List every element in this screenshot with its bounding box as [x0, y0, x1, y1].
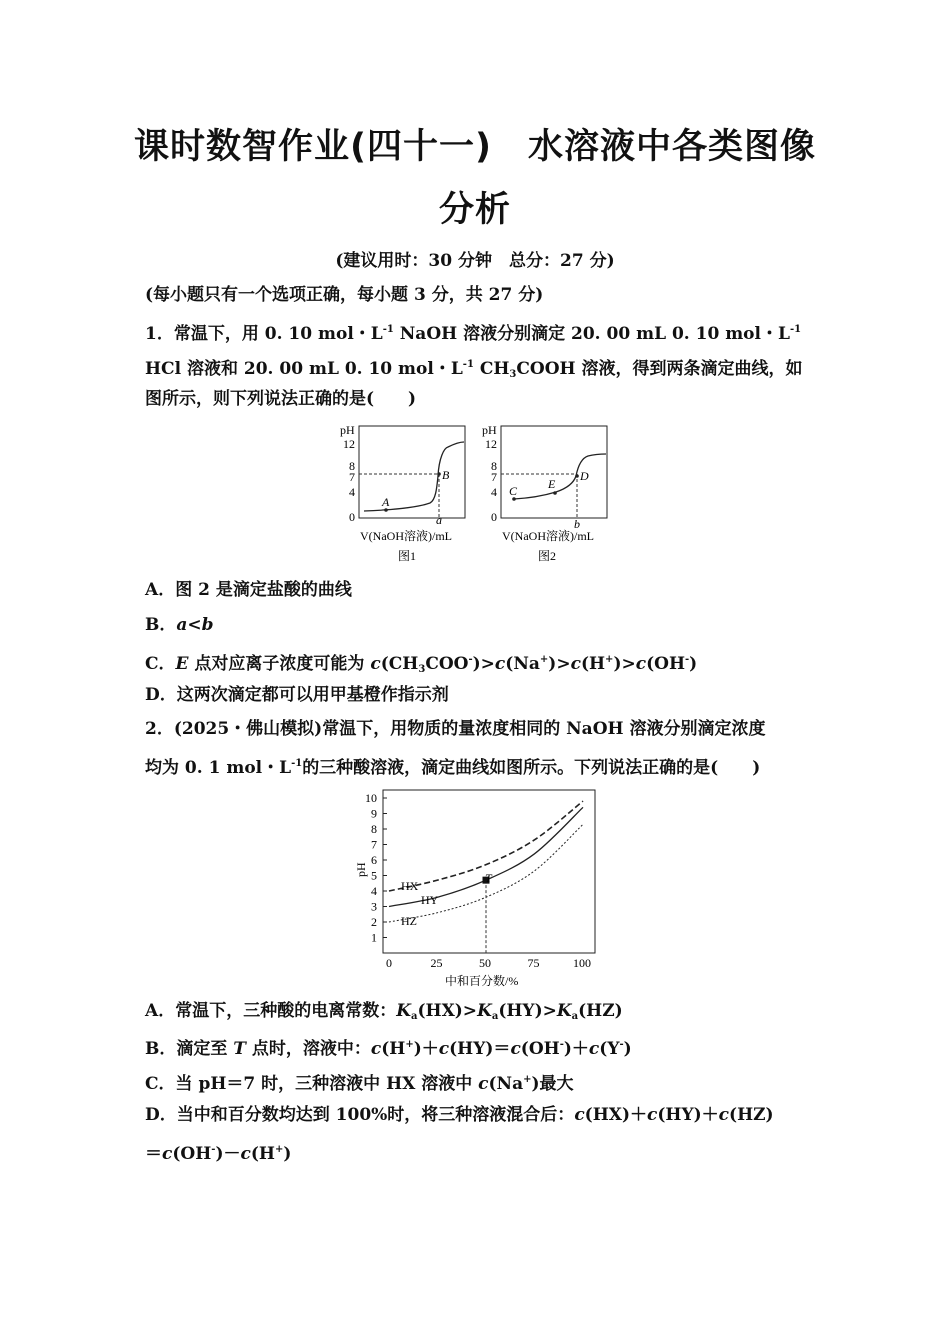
- x-tick-label: 50: [479, 956, 491, 970]
- fig2-ytick-12: 12: [485, 437, 497, 451]
- q2-option-a: A．常温下，三种酸的电离常数：$K_a(HX)>K_a(HY)>K_a(HZ)$: [145, 1001, 623, 1022]
- q1-stem-line3: 图所示，则下列说法正确的是( ): [145, 389, 417, 409]
- fig1-ytick-0: 0: [349, 510, 355, 524]
- fig2-caption: 图2: [538, 549, 557, 563]
- q1-option-b: B．a<b: [145, 615, 214, 635]
- y-tick-label: 3: [371, 899, 377, 914]
- fig2-ytick-4: 4: [491, 485, 497, 499]
- q2-stem-line1: 2．(2025・佛山模拟)常温下，用物质的量浓度相同的 NaOH 溶液分别滴定浓度: [145, 719, 766, 739]
- y-tick-label: 9: [371, 806, 377, 821]
- y-tick-label: 6: [371, 853, 377, 867]
- fig1-point-B: [437, 472, 441, 476]
- series-label-hy: HY: [421, 893, 439, 907]
- fig1-xlabel: V(NaOH溶液)/mL: [360, 529, 452, 543]
- time-score-info: (建议用时：30 分钟 总分：27 分): [335, 251, 615, 271]
- fig2-point-E: [553, 491, 557, 495]
- series-label-hz: HZ: [401, 914, 417, 928]
- x-tick-label: 100: [573, 956, 591, 970]
- q2-option-b: B．滴定至 T 点时，溶液中：c(H+)＋c(HY)＝c(OH-)＋c(Y-): [145, 1039, 632, 1059]
- fig2-xlabel: V(NaOH溶液)/mL: [502, 529, 594, 543]
- y-tick-label: 7: [371, 837, 377, 852]
- fig1-caption: 图1: [398, 549, 417, 563]
- y-tick-label: 1: [371, 930, 377, 945]
- fig1-ytick-7: 7: [349, 470, 355, 484]
- fig1-label-B: B: [442, 468, 450, 482]
- fig2-ytick-8: 8: [491, 459, 497, 473]
- fig1-label-A: A: [382, 495, 390, 509]
- fig2-label-D: D: [580, 469, 589, 483]
- series-label-hx: HX: [401, 879, 419, 893]
- instruction: (每小题只有一个选项正确，每小题 3 分，共 27 分): [145, 285, 544, 305]
- q1-stem-line1: 1．常温下，用 0. 10 mol・$L^{-1}$ NaOH 溶液分别滴定 20. 00 mL 0. 10 mol・$L^{-1}$: [145, 324, 802, 344]
- y-tick-label: 8: [371, 822, 377, 836]
- x-tick-label: 75: [527, 956, 540, 970]
- page-title-line2: 分析: [438, 190, 511, 230]
- page-title: 课时数智作业(四十一) 水溶液中各类图像: [134, 127, 816, 167]
- chart-point-label-t: T: [485, 871, 492, 885]
- y-tick-label: 2: [371, 915, 377, 929]
- fig1-x-mark: a: [436, 513, 442, 527]
- y-tick-label: 4: [371, 884, 377, 898]
- chart-ylabel: pH: [354, 862, 368, 877]
- fig2-frame: [501, 426, 607, 518]
- fig2-ylabel: pH: [482, 423, 497, 437]
- titration-figure-2: [472, 418, 622, 568]
- fig2-point-D: [575, 474, 579, 478]
- fig2-ytick-0: 0: [491, 510, 497, 524]
- q2-option-d-line2: ＝c(OH-)－c(H+): [145, 1144, 292, 1164]
- q2-option-d-line1: D．当中和百分数均达到 100%时，将三种溶液混合后：c(HX)＋c(HY)＋c(HZ): [145, 1105, 774, 1125]
- q2-stem-line2: 均为 0. 1 mol・$L^{-1}$的三种酸溶液，滴定曲线如图所示。下列说法正确的是( ): [145, 758, 761, 778]
- chart-xlabel: 中和百分数/%: [445, 974, 519, 988]
- titration-figure-1: [330, 418, 480, 568]
- fig1-ytick-12: 12: [343, 437, 355, 451]
- q1-option-d: D．这两次滴定都可以用甲基橙作指示剂: [145, 685, 449, 705]
- fig2-x-mark: b: [574, 517, 580, 531]
- q1-option-a: A．图 2 是滴定盐酸的曲线: [145, 580, 352, 600]
- q1-stem-line2: HCl 溶液和 20. 00 mL 0. 10 mol・$L^{-1}$ $CH_3COOH$ 溶液，得到两条滴定曲线，如: [145, 359, 803, 380]
- q2-option-c: C．当 pH＝7 时，三种溶液中 HX 溶液中 c(Na+)最大: [145, 1074, 574, 1094]
- neutralization-chart: [345, 782, 605, 992]
- fig1-ylabel: pH: [340, 423, 355, 437]
- fig2-label-E: E: [548, 477, 556, 491]
- fig2-ytick-7: 7: [491, 470, 497, 484]
- fig2-label-C: C: [509, 484, 518, 498]
- fig1-ytick-4: 4: [349, 485, 355, 499]
- fig1-ytick-8: 8: [349, 459, 355, 473]
- x-tick-label: 25: [430, 956, 443, 970]
- y-tick-label: 5: [371, 868, 377, 883]
- fig2-curve: [514, 454, 606, 499]
- q1-option-c: C．E 点对应离子浓度可能为 $c(CH_3COO^-)>c(Na^+)>c(H^+)>c(OH^-)$: [145, 654, 698, 675]
- y-tick-label: 10: [365, 791, 377, 805]
- x-tick-label: 0: [386, 956, 392, 970]
